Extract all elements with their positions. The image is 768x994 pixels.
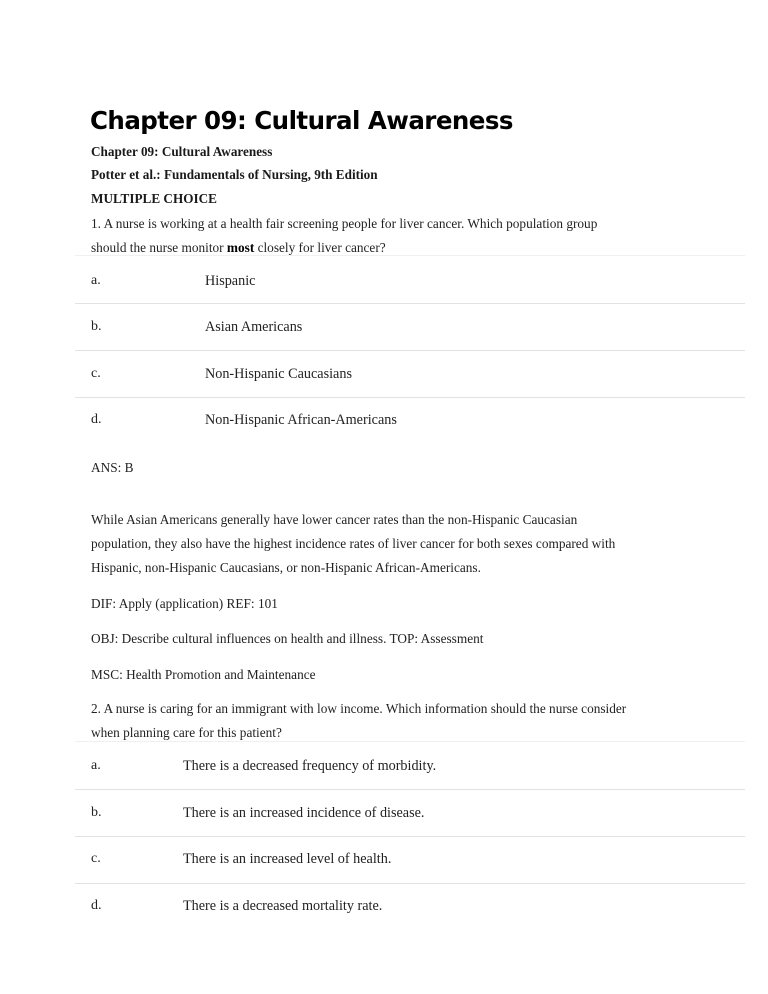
option-text: There is an increased level of health. [183, 851, 392, 867]
option-letter: d. [91, 412, 102, 427]
question-stem-line [91, 240, 386, 256]
rationale-line: While Asian Americans generally have lower cancer rates than the non-Hispanic Caucasian [91, 512, 578, 527]
table-divider [75, 883, 745, 884]
rationale-line: population, they also have the highest incidence rates of liver cancer for both sexes compared with [91, 536, 616, 551]
section-heading: MULTIPLE CHOICE [91, 191, 217, 206]
answer-key: ANS: B [91, 460, 134, 475]
stem-text: should the nurse monitor [91, 240, 227, 255]
option-letter: a. [91, 273, 101, 288]
table-divider [75, 397, 745, 398]
question-stem-line: when planning care for this patient? [91, 725, 282, 740]
option-letter: c. [91, 851, 101, 866]
question-stem-line: 2. A nurse is caring for an immigrant with low income. Which information should the nurse consider [91, 701, 627, 716]
option-text: There is a decreased mortality rate. [183, 898, 383, 914]
option-letter: b. [91, 319, 102, 334]
option-letter: a. [91, 758, 101, 773]
rationale-line: Hispanic, non-Hispanic Caucasians, or non-Hispanic African-Americans. [91, 560, 481, 575]
option-text: Non-Hispanic African-Americans [205, 412, 397, 428]
option-text: Asian Americans [205, 319, 303, 335]
option-text: Hispanic [205, 273, 256, 289]
emphasis-text: most [226, 240, 255, 255]
page-title: Chapter 09: Cultural Awareness [90, 106, 513, 135]
option-text: Non-Hispanic Caucasians [205, 366, 352, 382]
option-letter: b. [91, 805, 102, 820]
option-text: There is a decreased frequency of morbidity. [183, 758, 437, 774]
objective-topic: OBJ: Describe cultural influences on health and illness. TOP: Assessment [91, 631, 484, 646]
msc-category: MSC: Health Promotion and Maintenance [91, 667, 316, 682]
option-text: There is an increased incidence of disease. [183, 805, 425, 821]
table-divider [75, 789, 745, 790]
table-divider [75, 350, 745, 351]
stem-text: closely for liver cancer? [254, 240, 386, 255]
table-divider [75, 303, 745, 304]
question-stem-line: 1. A nurse is working at a health fair screening people for liver cancer. Which population group [91, 216, 598, 231]
chapter-subtitle: Chapter 09: Cultural Awareness [91, 144, 273, 159]
book-source: Potter et al.: Fundamentals of Nursing, 9th Edition [91, 167, 378, 182]
table-divider [75, 836, 745, 837]
option-letter: d. [91, 898, 102, 913]
option-letter: c. [91, 366, 101, 381]
table-divider [75, 255, 745, 256]
difficulty-reference: DIF: Apply (application) REF: 101 [91, 596, 278, 611]
table-divider [75, 741, 745, 742]
